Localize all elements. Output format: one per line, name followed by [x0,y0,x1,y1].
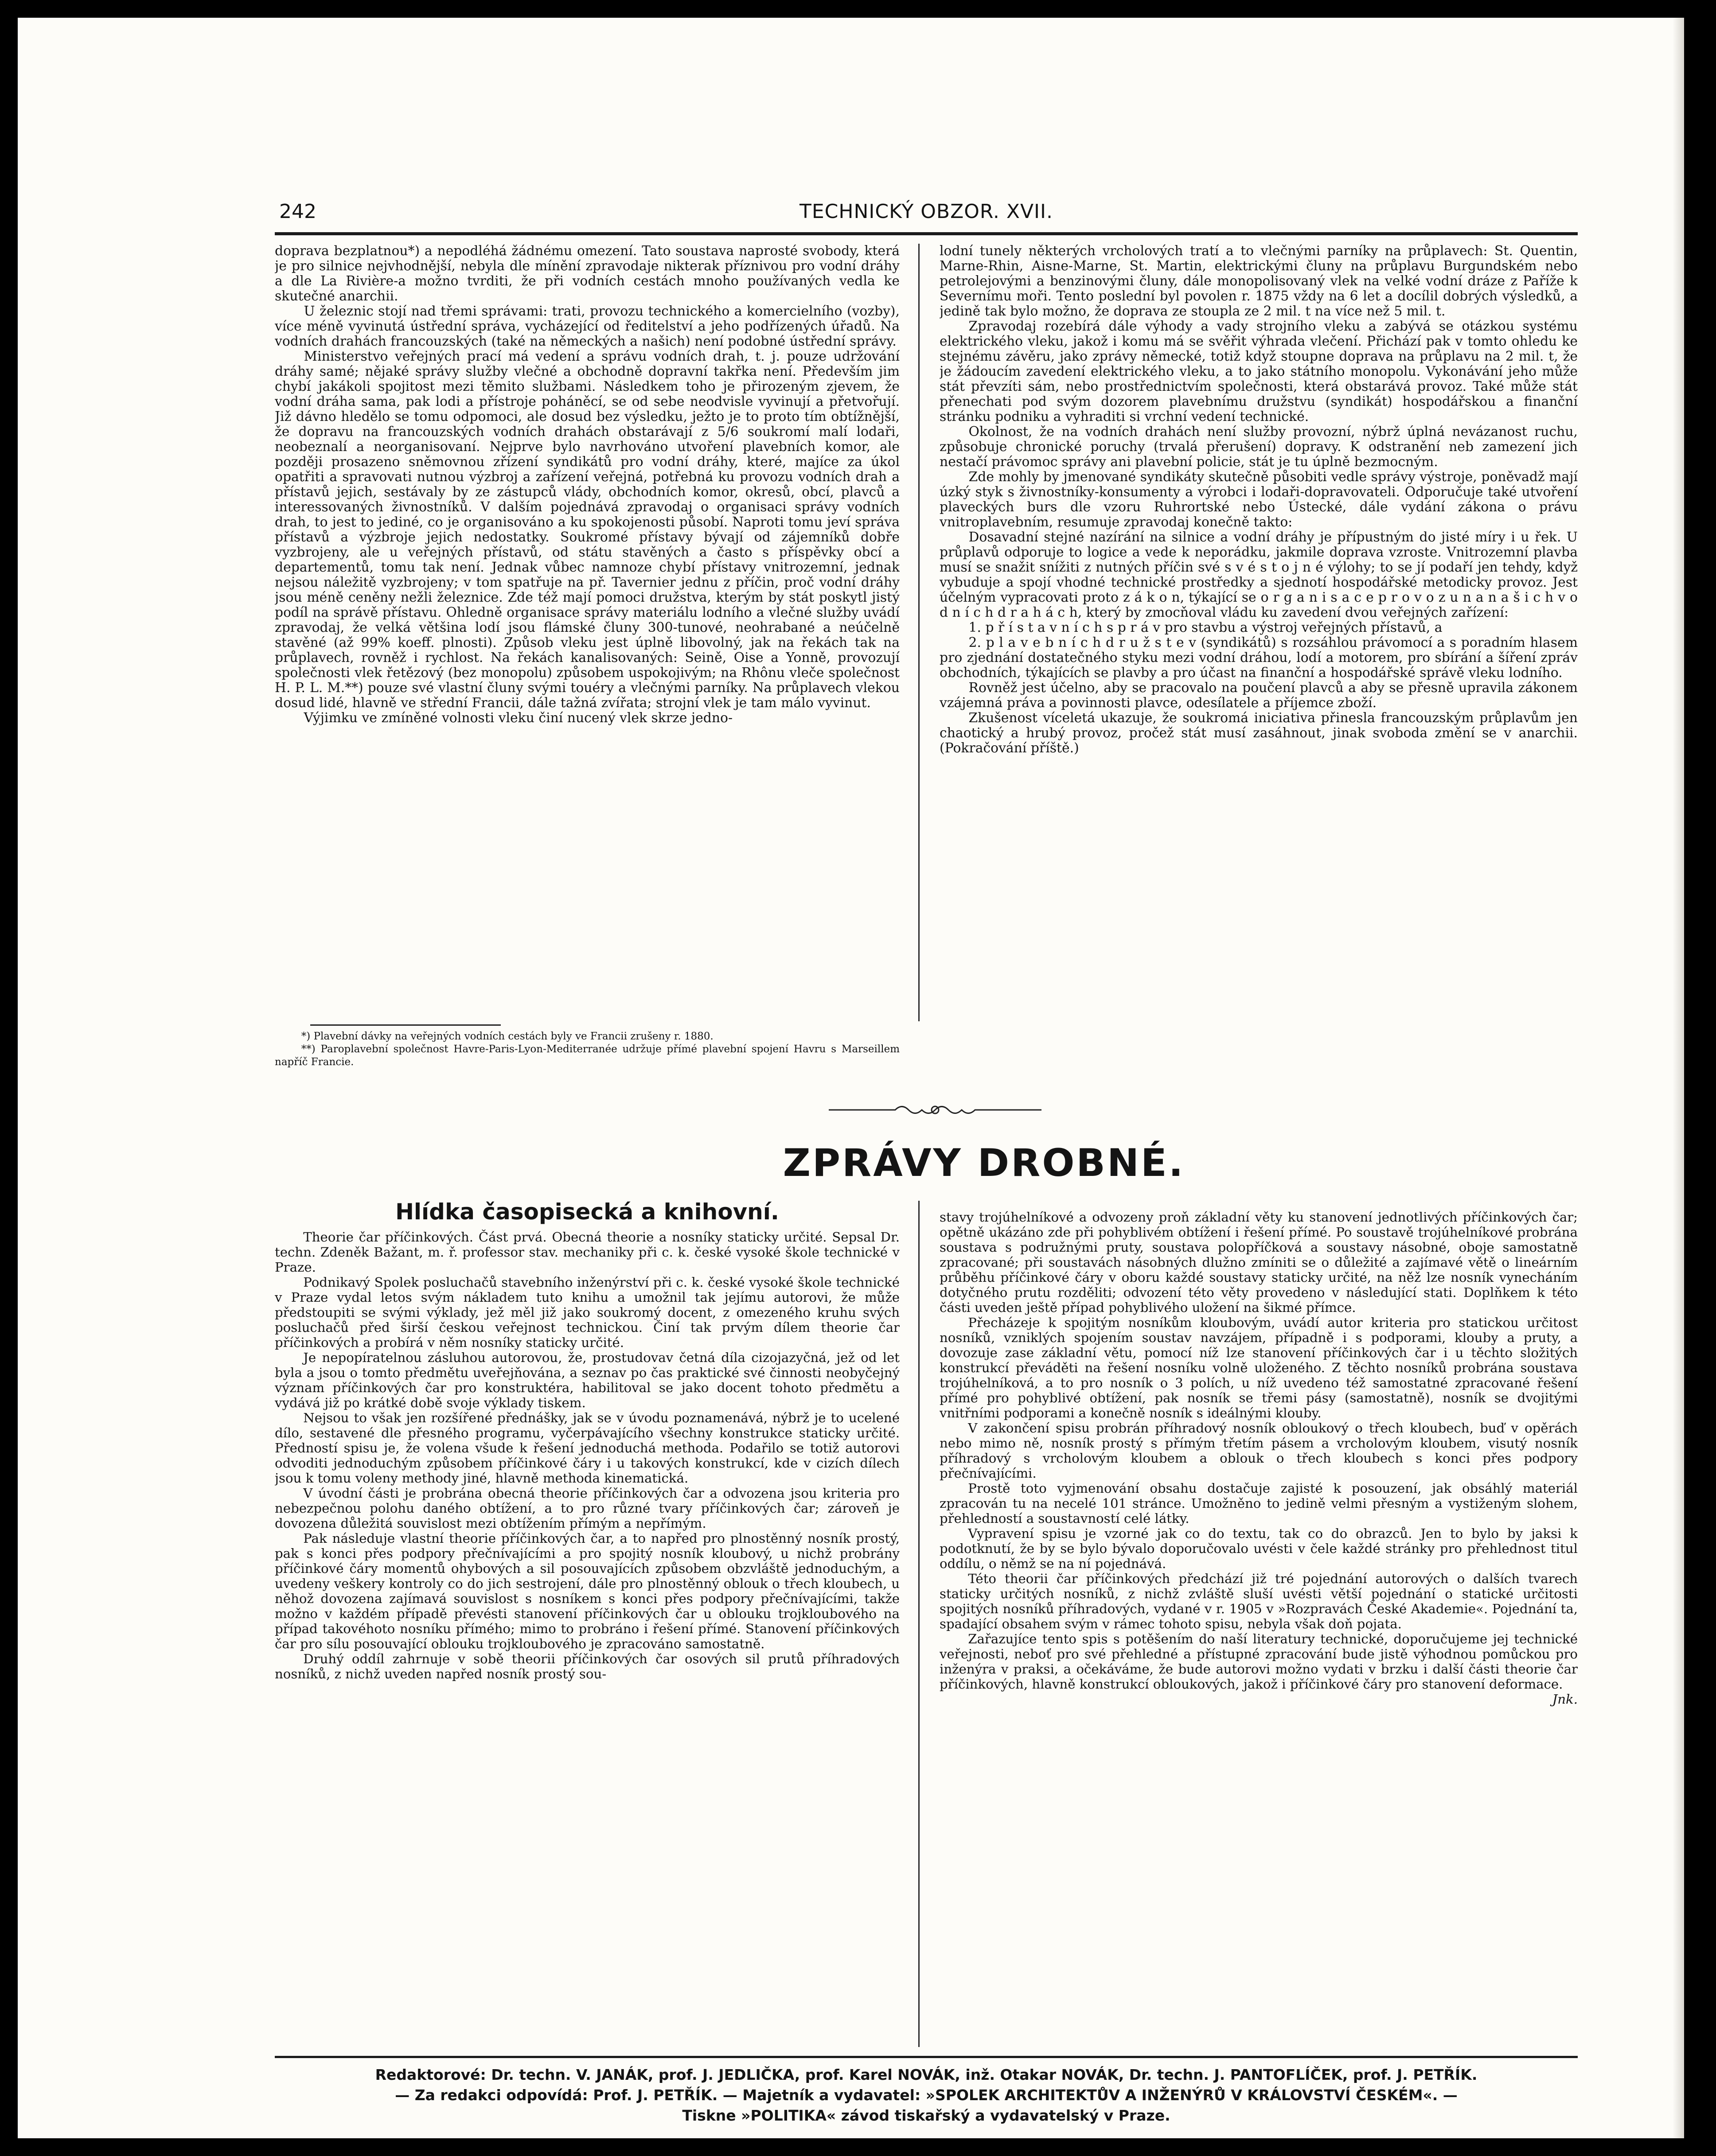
review-paragraph: V úvodní části je probrána obecná theorie příčinkových čar a odvozena jsou kriteria pro nebezpečnou polohu daného obtížení, a to pro různé tvary příčinkových čar; zároveň je dovozena důležitá souvislost mezi obtížením přímým a nepřímým. [275,1486,900,1531]
review-paragraph: Pak následuje vlastní theorie příčinkových čar, a to napřed pro plnostěnný nosník prostý, pak s konci přes podpory přečnívajícími a pro spojitý nosník kloubový, u nichž probrány příčinkové čáry momentů ohybových a sil posouvajících způsobem obzvláště jednoduchým, a uvedeny veškery kontroly co do jich sestrojení, dále pro plnostěnný oblouk o třech kloubech, u něhož dovozena zajímavá souvislost s nosníkem s konci přes podpory přečnívajícími, takže možno v každém případě převésti stanovení příčinkových čar u oblouku trojkloubového na případ takovéhoto nosníku přímého; mimo to probráno i řešení přímé. Stanovení příčinkových čar pro sílu posouvající oblouku trojkloubového je zpracováno samostatně. [275,1531,900,1651]
running-head [275,195,1578,230]
header-rule [275,232,1578,235]
column-divider [918,1201,920,2047]
journal-title: TECHNICKÝ OBZOR. XVII. [800,200,1053,223]
footnote-rule [310,1024,501,1026]
review-paragraph: Zařazujíce tento spis s potěšením do naší literatury technické, doporučujeme jej technické veřejnosti, neboť pro své přehledné a přístupné zpracování bude jistě výhodnou pomůckou pro inženýra v praksi, a očekáváme, že bude autorovi možno vydati v brzku i další části theorie čar příčinkových, hlavně konstrukcí obloukových, jakož i příčinkové čáry pro stanovení deformace. [940,1631,1578,1692]
list-item: 1. p ř í s t a v n í c h s p r á v pro stavbu a výstroj veřejných přístavů, a [968,620,1443,635]
journal-page [18,18,1684,2138]
imprint-printer: Tiskne »POLITIKA« závod tiskařský a vydavatelský v Praze. [682,2107,1170,2124]
review-paragraph: V zakončení spisu probrán příhradový nosník obloukový o třech kloubech, buď v opěrách nebo mimo ně, nosník prostý s přímým třetím pásem a vrcholovým kloubem, visutý nosník příhradový s vrcholovým kloubem a oblouk o třech kloubech s konci přes podpory přečnívajícími. [940,1420,1578,1481]
review-paragraph: Druhý oddíl zahrnuje v sobě theorii příčinkových čar osových sil prutů příhradových nosníků, z nichž uveden napřed nosník prostý sou- [275,1651,900,1681]
subsection-title: Hlídka časopisecká a knihovní. [395,1199,779,1225]
review-paragraph: Je nepopíratelnou zásluhou autorovou, že, prostudovav četná díla cizojazyčná, jež od let byla a jsou o tomto předmětu uveřejňována, a seznav po čas praktické své činnosti neobyčejný význam příčinkových čar pro konstruktéra, habilitoval se jako docent tohoto předmětu a vydává již po krátké době svoje výklady tiskem. [275,1350,900,1410]
page-number: 242 [279,200,316,223]
article-paragraph: Zde mohly by jmenované syndikáty skutečně působiti vedle správy výstroje, poněvadž mají úzký styk s živnostníky-konsumenty a výrobci i lodaři-dopravovateli. Odporučuje také utvoření plaveckých burs dle vzoru Ruhrortské nebo Ústecké, dále vydání zákona o právu vnitroplavebním, resumuje zpravodaj konečně takto: [940,469,1578,530]
column-divider [918,244,920,1021]
article-paragraph: Zpravodaj rozebírá dále výhody a vady strojního vleku a zabývá se otázkou systému elektrického vleku, jakož i komu má se svěřit výhrada vlečení. Přichází pak v tomto ohledu ke stejnému závěru, jako zprávy německé, totiž když stoupne doprava na průplavu na 2 mil. t, že je žádoucím zavedení elektrického vleku, a to jako státního monopolu. Vykonávání jeho může stát převzíti sám, nebo prostřednictvím společnosti, která obstarává provoz. Také může stát přenechati pod svým dozorem plavebnímu družstvu (syndikát) hospodářskou a finanční stránku podniku a vyhraditi si vrchní vedení technické. [940,319,1578,424]
imprint-editors: Redaktorové: Dr. techn. V. JANÁK, prof. J. JEDLIČKA, prof. Karel NOVÁK, inž. Otakar NOVÁK, Dr. techn. J. PANTOFLÍČEK, prof. J. PETŘÍK. [375,2066,1478,2083]
article-paragraph: doprava bezplatnou*) a nepodléhá žádnému omezení. Tato soustava naprosté svobody, která je pro silnice nejvhodnější, nebyla dle mínění zpravodaje nikterak příznivou pro vodní dráhy a dle La Rivière-a možno tvrditi, že při vodních cestách mnoho používaných vedla ke skutečné anarchii. [275,244,900,304]
ornament-divider [829,1099,1041,1121]
review-paragraph: Nejsou to však jen rozšířené přednášky, jak se v úvodu poznamenává, nýbrž je to ucelené dílo, sestavené dle přesného programu, vyčerpávajícího všechny konstrukce staticky určité. Předností spisu je, že volena všude k řešení jednoduchá methoda. Podařilo se totiž autorovi odvoditi jednoduchým způsobem příčinkové čáry i u takových konstrukcí, kde v cizích dílech jsou k tomu voleny methody jiné, hlavně methoda kinematická. [275,1410,900,1486]
review-paragraph: Prostě toto vyjmenování obsahu dostačuje zajisté k posouzení, jak obsáhlý materiál zpracován tu na necelé 101 stránce. Umožněno to jedině velmi přesným a vystiženým slohem, přehledností a soustavností celé látky. [940,1481,1578,1526]
article-right-column [940,244,1578,1028]
page-content [275,195,1578,2124]
page-edge-shadow [1673,18,1684,2138]
review-paragraph: Této theorii čar příčinkových předchází již tré pojednání autorových o dalších tvarech staticky určitých nosníků, z nichž zvláště sluší uvésti větší pojednání o statické určitosti spojitých nosníků příhradových, vydané v r. 1905 v »Rozpravách České Akademie«. Pojednání ta, spadající obsahem svým v rámec tohoto spisu, nebyla však doň pojata. [940,1571,1578,1631]
footnote: *) Plavební dávky na veřejných vodních cestách byly ve Francii zrušeny r. 1880. [301,1031,714,1042]
footnotes [275,1030,900,1090]
list-item: 2. p l a v e b n í c h d r u ž s t e v (syndikátů) s rozsáhlou právomocí a s poradním hlasem pro zjednání dostatečného styku mezi vodní dráhou, lodí a motorem, pro sbírání a šíření zpráv obchodních, týkajících se plavby a pro účast na finanční a hospodářské správě vleku lodního. [940,635,1578,681]
article-paragraph: Ministerstvo veřejných prací má vedení a správu vodních drah, t. j. pouze udržování dráhy samé; nějaké správy služby vlečné a obchodně dopravní takřka není. Především jim chybí jakákoli spojitost mezi těmito službami. Následkem toho je přirozeným zjevem, že vodní dráha sama, pak lodi a přístroje poháněcí, se od sebe neodvisle vyvinují a přetvořují. Již dávno hledělo se tomu odpomoci, ale dosud bez výsledku, ježto je to proto tím obtížnější, že dopravu na francouzských vodních drahách obstarávají z 5/6 soukromí malí lodaři, neobeznalí a neorganisovaní. Nejprve bylo navrhováno utvoření plavebních komor, ale později prosazeno sněmovnou zřízení syndikátů pro vodní dráhy, které, majíce za úkol opatřiti a spravovati nutnou výzbroj a zařízení veřejná, potřebná ku provozu vodních drah a přístavů jejich, sestávaly by ze zástupců vlády, obchodních komor, okresů, obcí, plavců a interessovaných živnostníků. V dalším pojednává zpravodaj o organisaci správy vodních drah, to jest to jediné, co je organisováno a ku spokojenosti působí. Naproti tomu jeví správa přístavů a výzbroje jejich nedostatky. Soukromé přístavy bývají od zájemníků dobře vyzbrojeny, ale u veřejných přístavů, od státu stavěných a často s příspěvky obcí a departementů, tomu tak není. Jednak vůbec namnoze chybí přístavy vnitrozemní, jednak nejsou náležitě vyzbrojeny; v tom spatřuje na př. Tavernier jednu z příčin, proč vodní dráhy jsou méně ceněny nežli železnice. Zde též mají pomoci družstva, kterým by stát poskytl jistý podíl na správě přístavu. Ohledně organisace správy materiálu lodního a vlečné služby uvádí zpravodaj, že velká většina lodí jsou flámské čluny 300-tunové, neohrabané a neúčelně stavěné (až 99% koeff. plnosti). Způsob vleku jest úplně libovolný, jak na řekách tak na průplavech, rovněž i rychlost. Na řekách kanalisovaných: Seině, Oise a Yonně, provozují společnosti vlek řetězový (bez monopolu) způsobem uspokojivým; na Rhônu vleče společnost H. P. L. M.**) pouze své vlastní čluny svými touéry a vlečnými parníky. Na průplavech vlekou dosud lidé, hlavně ve střední Francii, dále tažná zvířata; strojní vlek je tam málo vyvinut. [275,349,900,711]
article-left-column [275,244,900,1021]
imprint [275,2065,1578,2136]
review-left-column [275,1230,900,2054]
article-paragraph: Výjimku ve zmíněné volnosti vleku činí nucený vlek skrze jedno- [304,710,733,726]
article-paragraph: Okolnost, že na vodních drahách není služby provozní, nýbrž úplná nevázanost ruchu, způsobuje chronické poruchy (trvalá přerušení) dopravy. K odstranění neb zamezení jich nestačí právomoc správy ani plavební policie, stát je tu úplně bezmocným. [940,424,1578,470]
imprint-rule [275,2056,1578,2058]
section-title: ZPRÁVY DROBNÉ. [783,1141,1185,1185]
article-paragraph: Rovněž jest účelno, aby se pracovalo na poučení plavců a aby se přesně upravila zákonem vzájemná práva a povinnosti plavce, odesílatele a příjemce zboží. [940,680,1578,711]
review-paragraph: stavy trojúhelníkové a odvozeny proň základní věty ku stanovení jednotlivých příčinkových čar; opětně ukázáno zde při pohyblivém obtížení i řešení přímé. Po soustavě trojúhelníkové probrána soustava s podružnými pruty, soustava polopříčková a soustavy násobné, oboje samostatně zpracované; při soustavách násobných dlužno zmíniti se o důležité a zajímavé větě o lineárním průběhu příčinkové čáry v oboru každé soustavy staticky určité, na něž lze nosník vynecháním dotyčného prutu rozděliti; odvození této věty provedeno v následující stati. Doplňkem k této části uveden ještě případ pohyblivého uložení na šikmé přímce. [940,1210,1578,1315]
review-paragraph: Podnikavý Spolek posluchačů stavebního inženýrství při c. k. české vysoké škole technické v Praze vydal letos svým nákladem tuto knihu a umožnil tak jejímu autorovi, že může předstoupiti se svými výklady, jež měl již jako soukromý docent, z omezeného kruhu svých posluchačů před širší českou veřejnost technickou. Činí tak prvým dílem theorie čar příčinkových a probírá v něm nosníky staticky určité. [275,1275,900,1350]
review-paragraph: Přecházeje k spojitým nosníkům kloubovým, uvádí autor kriteria pro statickou určitost nosníků, vzniklých spojením soustav navzájem, případně i s podporami, klouby a pruty, a dovozuje zase základní větu, pomocí níž lze stanovení příčinkových čar i u těchto složitých konstrukcí převáděti na řešení nosníku volně uloženého. Z těchto nosníků probrána soustava trojúhelníková, a to pro nosník o 3 polích, u níž uvedeno též samostatné zpracované řešení přímé pro pohyblivé obtížení, pak nosník se třemi pásy (samostatně), nosník se dvojitými vnitřními podporami a konečně nosník s ideálnými klouby. [940,1315,1578,1420]
article-paragraph: Zkušenost víceletá ukazuje, že soukromá iniciativa přinesla francouzským průplavům jen chaotický a hrubý provoz, pročež stát musí zasáhnout, jinak svoboda změní se v anarchii. (Pokračování příště.) [940,710,1578,756]
article-paragraph: U železnic stojí nad třemi správami: trati, provozu technického a komercielního (vozby), více méně vyvinutá ústřední správa, vycházející od ředitelství a jeho podřízených úřadů. Na vodních drahách francouzských (také na německých a našich) není podobné ústřední správy. [275,304,900,349]
footnote: **) Paroplavební společnost Havre-Paris-Lyon-Mediterranée udržuje přímé plavební spojení Havru s Marseillem napříč Francie. [275,1043,900,1068]
imprint-publisher: — Za redakci odpovídá: Prof. J. PETŘÍK. — Majetník a vydavatel: »SPOLEK ARCHITEKTŮV A INŽENÝRŮ V KRÁLOVSTVÍ ČESKÉM«. — [395,2086,1458,2104]
review-right-column [940,1210,1578,2054]
article-paragraph: Dosavadní stejné nazírání na silnice a vodní dráhy je přípustným do jisté míry i u řek. U průplavů odporuje to logice a vede k neporádku, jakmile doprava vzroste. Vnitrozemní plavba musí se snažit snížiti z nutných příčin své s v é s t o j n é výlohy; to se jí podaří jen tehdy, když vybuduje a spojí vhodné technické prostředky a sjednotí hospodářské metodicky provoz. Jest účelným vypracovati proto z á k o n, týkající se o r g a n i s a c e p r o v o z u n a n a š i c h v o d n í c h d r a h á c h, který by zmocňoval vládu ku zavedení dvou veřejných zařízení: [940,529,1578,620]
review-signature: Jnk. [1552,1692,1578,1707]
review-paragraph: Theorie čar příčinkových. Část prvá. Obecná theorie a nosníky staticky určité. Sepsal Dr. techn. Zdeněk Bažant, m. ř. professor stav. mechaniky při c. k. české vysoké škole technické v Praze. [275,1230,900,1275]
article-paragraph: lodní tunely některých vrcholových tratí a to vlečnými parníky na průplavech: St. Quentin, Marne-Rhin, Aisne-Marne, St. Martin, elektrickými čluny na průplavu Burgundském nebo petrolejovými a benzinovými čluny, dále monopolisovaný vlek na velké vodní dráze z Paříže k Severnímu moři. Tento poslední byl povolen r. 1875 vždy na 6 let a docílil dobrých výsledků, a jedině tak bylo možno, že doprava ze stoupla ze 2 mil. t na více než 5 mil. t. [940,244,1578,319]
review-paragraph: Vypravení spisu je vzorné jak co do textu, tak co do obrazců. Jen to bylo by jaksi k podotknutí, že by se bylo bývalo doporučovalo uvésti v čele každé stránky pro přehlednost titul oddílu, o němž se na ní pojednává. [940,1526,1578,1571]
